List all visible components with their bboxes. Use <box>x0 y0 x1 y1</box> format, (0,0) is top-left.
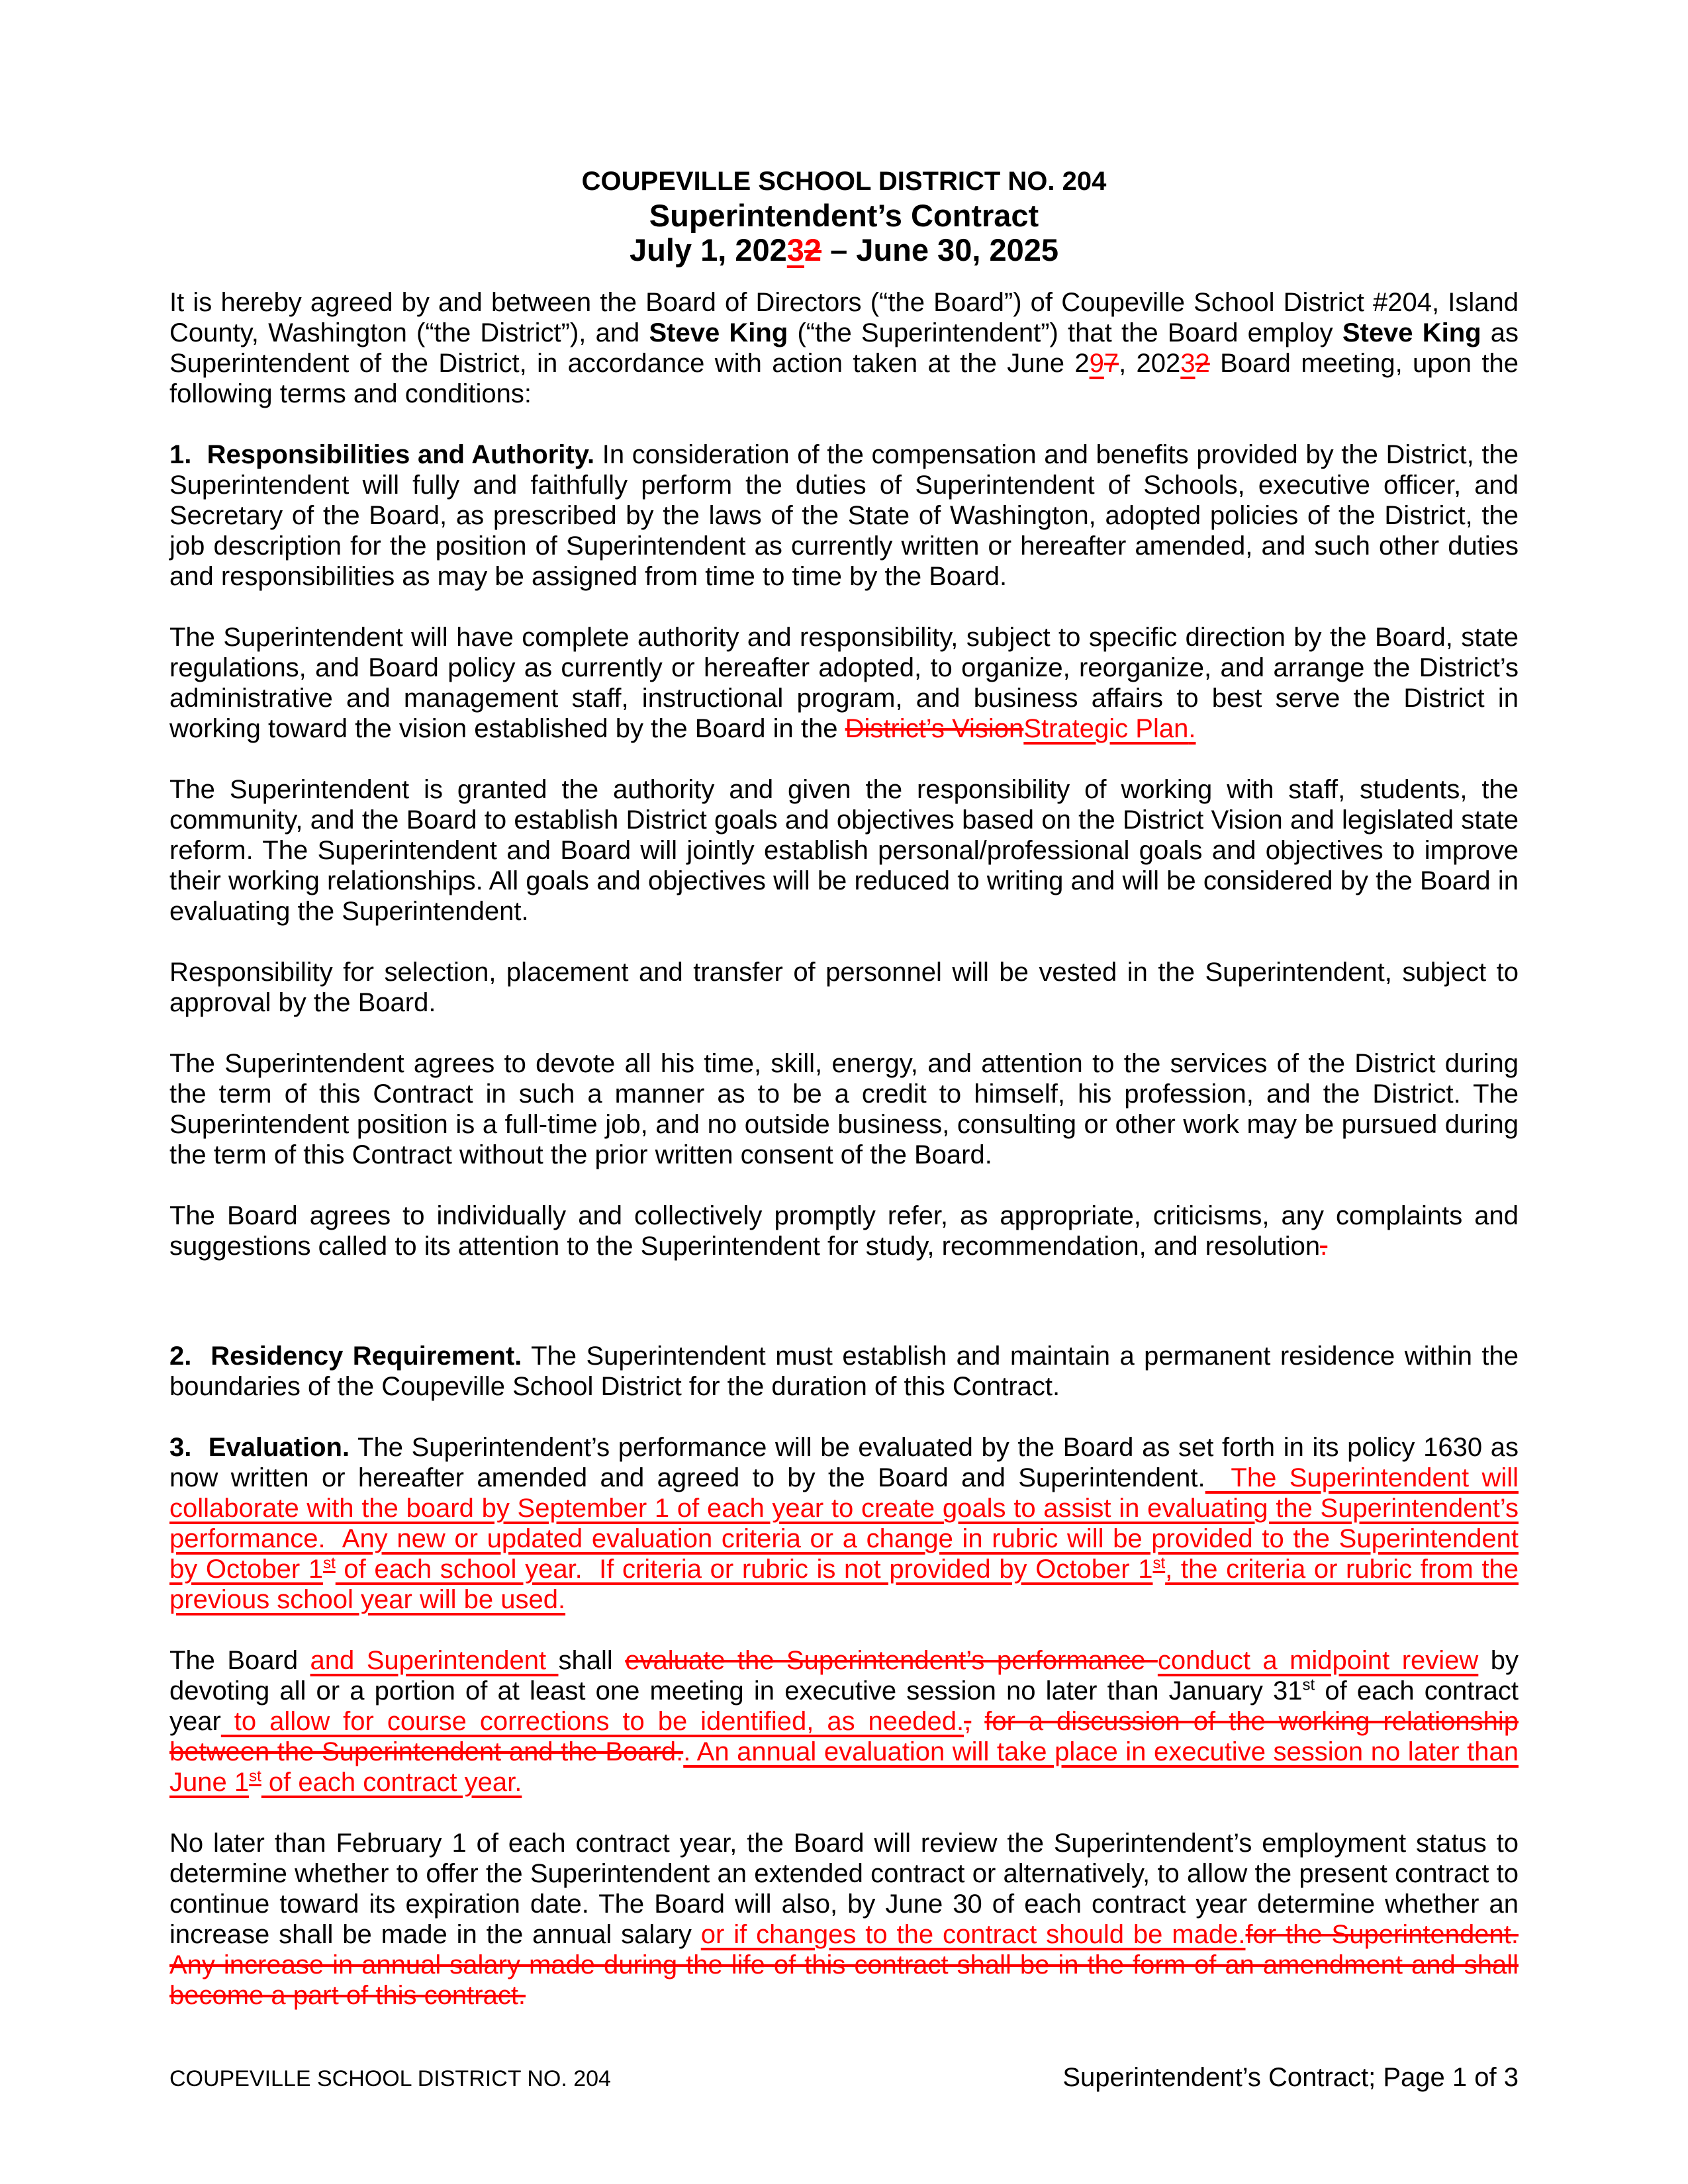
text-run: The Superintendent agrees to devote all his time, skill, energy, and attention to the services of the District during the term of this Contract in such a manner as to be a credit to himself, his profession, and the District. The Superintendent position is a full-time job, and no outside business, consulting or other work may be pursued during the term of this Contract without the prior written consent of the Board. <box>169 1049 1519 1169</box>
text-run: The Superintendent is granted the authority and given the responsibility of working with staff, students, the community, and the Board to establish District goals and objectives based on the District Vision and legislated state reform. The Superintendent and Board will jointly establish personal/professional goals and objectives to improve their working relationships. All goals and objectives will be reduced to writing and will be considered by the Board in evaluating the Superintendent. <box>169 775 1519 926</box>
district-name-heading: COUPEVILLE SCHOOL DISTRICT NO. 204 <box>581 167 1107 196</box>
text-run: The Board <box>169 1646 310 1675</box>
text-run: Steve King <box>1342 318 1481 347</box>
paragraph-contract-review-salary <box>169 1828 1519 2011</box>
text-run: as Superintendent of the District, in accordance with action taken at the June 2 <box>169 318 1519 378</box>
text-run: The Superintendent will have complete authority and responsibility, subject to specific direction by the Board, state regulations, and Board policy as currently or hereafter adopted, to organize, reorganize, and arrange the District’s administrative and management staff, instructional program, and business affairs to best serve the District in working toward the vision established by the Board in the <box>169 623 1519 743</box>
text-run: . An annual evaluation will take place in executive session no later than June 1 <box>169 1737 1519 1797</box>
text-run: for a discussion of the working relationship between the Superintendent and the Board. <box>169 1707 1519 1766</box>
paragraph-goals-objectives <box>169 774 1519 927</box>
paragraph-personnel-selection <box>169 957 1519 1018</box>
text-run: of each contract year <box>169 1676 1519 1736</box>
text-run: 9 <box>1089 349 1104 378</box>
text-run: – June 30, 2025 <box>821 232 1059 267</box>
text-run: The Board agrees to individually and collectively promptly refer, as appropriate, criticisms, any complaints and suggestions called to its attention to the Superintendent for study, recommendation, and resolution <box>169 1201 1519 1261</box>
text-run: st <box>323 1554 336 1572</box>
text-run: and Superintendent <box>310 1646 559 1675</box>
text-run: shall <box>558 1646 626 1675</box>
text-run: for the Superintendent. Any increase in annual salary made during the life of this contract shall be in the form of an amendment and shall become a part of this contract. <box>169 1920 1519 2010</box>
text-run: It is hereby agreed by and between the Board of Directors (“the Board”) of Coupeville School District #204, Island County, Washington (“the District”), and <box>169 288 1519 347</box>
text-run: or if changes to the contract should be made. <box>700 1920 1246 1949</box>
text-run: The Superintendent’s performance will be evaluated by the Board as set forth in its policy 1630 as now written or hereafter amended and agreed to by the Board and Superintendent. <box>169 1433 1519 1492</box>
text-run: of each school year. If criteria or rubric is not provided by October 1 <box>335 1555 1153 1584</box>
paragraph-authority-strategic-plan <box>169 622 1519 744</box>
text-run: In consideration of the compensation and benefits provided by the District, the Superintendent will fully and faithfully perform the duties of Superintendent of Schools, executive officer, and Secretary of the Board, as prescribed by the laws of the State of Washington, adopted policies of the District, the job description for the position of Superintendent as currently written or hereafter amended, and such other duties and responsibilities as may be assigned from time to time by the Board. <box>169 440 1519 591</box>
paragraph-section1-responsibilities <box>169 439 1519 592</box>
text-run: 2 <box>1195 349 1210 378</box>
text-run: evaluate the Superintendent’s performance <box>625 1646 1158 1675</box>
text-run: The Superintendent will collaborate with the board by September 1 of each year to create goals to assist in evaluating the Superintendent’s performance. Any new or updated evaluation criteria or a change in rubric will be provided to the Superintendent by October 1 <box>169 1463 1519 1584</box>
text-run: of each contract year. <box>261 1768 522 1797</box>
paragraph-agreement-intro <box>169 287 1519 409</box>
paragraph-midpoint-review <box>169 1645 1519 1797</box>
text-run: . <box>1320 1232 1328 1261</box>
footer-page-number: Superintendent’s Contract; Page 1 of 3 <box>1062 2063 1519 2092</box>
text-run: st <box>1152 1554 1166 1572</box>
text-run: st <box>249 1767 261 1786</box>
text-run: 2 <box>804 232 822 267</box>
text-run: 1. Responsibilities and Authority. <box>169 440 595 469</box>
text-run: conduct a midpoint review <box>1157 1646 1479 1675</box>
paragraph-section2-residency <box>169 1341 1519 1402</box>
text-run: July 1, 202 <box>629 232 787 267</box>
text-run: (“the Superintendent”) that the Board employ <box>788 318 1342 347</box>
paragraph-section3-evaluation <box>169 1432 1519 1615</box>
contract-term-heading <box>169 233 1519 267</box>
footer-district-name: COUPEVILLE SCHOOL DISTRICT NO. 204 <box>169 2066 611 2091</box>
text-run: District’s Vision <box>845 714 1024 743</box>
text-run: 3 <box>1180 349 1196 378</box>
text-run: Responsibility for selection, placement and transfer of personnel will be vested in the Superintendent, subject to approval by the Board. <box>169 958 1519 1017</box>
text-run: Steve King <box>649 318 788 347</box>
text-run <box>971 1707 984 1736</box>
page-footer <box>169 2062 1519 2094</box>
document-title-block <box>169 164 1519 267</box>
text-run: 7 <box>1103 349 1119 378</box>
text-run: Strategic Plan <box>1023 714 1189 743</box>
text-run: 2. Residency Requirement. <box>169 1342 522 1371</box>
text-run: to allow for course corrections to be identified, as needed. <box>220 1707 964 1736</box>
text-run: Board meeting, upon the following terms and conditions: <box>169 349 1519 408</box>
text-run: , <box>964 1707 972 1736</box>
text-run: , the criteria or rubric from the previous school year will be used. <box>169 1555 1519 1614</box>
text-run: . <box>1188 714 1196 743</box>
text-run: , 202 <box>1119 349 1181 378</box>
paragraph-board-referrals <box>169 1201 1519 1261</box>
contract-title-heading: Superintendent’s Contract <box>649 198 1039 233</box>
paragraph-full-time-devotion <box>169 1048 1519 1170</box>
text-run: st <box>1302 1676 1315 1694</box>
text-run: 3 <box>786 232 804 267</box>
text-run: by devoting all or a portion of at least one meeting in executive session no later than January 31 <box>169 1646 1519 1706</box>
text-run: The Superintendent must establish and maintain a permanent residence within the boundaries of the Coupeville School District for the duration of this Contract. <box>169 1342 1519 1401</box>
text-run: 3. Evaluation. <box>169 1433 350 1462</box>
text-run: No later than February 1 of each contract year, the Board will review the Superintendent’s employment status to determine whether to offer the Superintendent an extended contract or alternatively, to allow the present contract to continue toward its expiration date. The Board will also, by June 30 of each contract year determine whether an increase shall be made in the annual salary <box>169 1829 1519 1949</box>
